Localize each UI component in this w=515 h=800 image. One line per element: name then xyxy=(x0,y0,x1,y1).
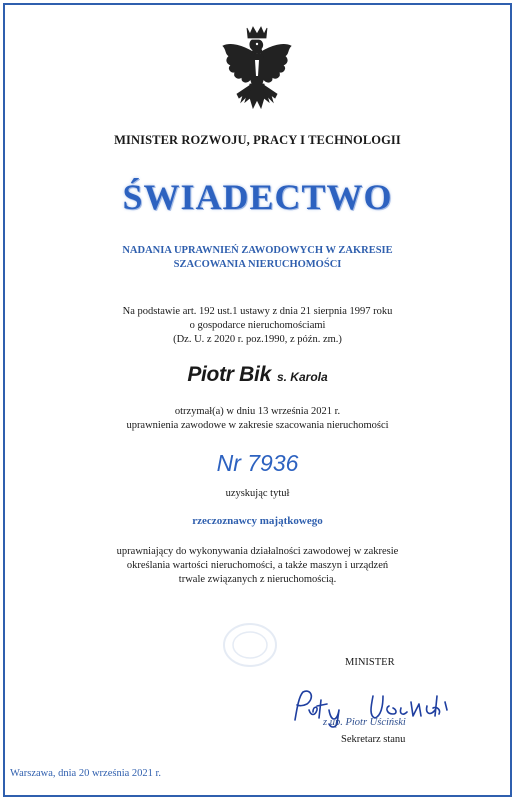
holder-line xyxy=(0,363,515,387)
certificate-subtitle xyxy=(0,244,515,272)
legal-basis-line: (Dz. U. z 2020 r. poz.1990, z późn. zm.) xyxy=(173,334,342,345)
received-line: uprawnienia zawodowe w zakresie szacowania nieruchomości xyxy=(126,420,389,431)
holder-parent: s. Karola xyxy=(276,370,328,384)
subtitle-line: SZACOWANIA NIERUCHOMOŚCI xyxy=(173,259,342,270)
received-line: otrzymał(a) w dniu 13 września 2021 r. xyxy=(174,406,341,417)
entitlement-line: uprawniający do wykonywania działalności zawodowej w zakresie xyxy=(116,546,399,557)
subtitle-line: NADANIA UPRAWNIEŃ ZAWODOWYCH W ZAKRESIE xyxy=(122,245,393,256)
entitlement-line: trwale związanych z nieruchomością. xyxy=(178,574,337,585)
obtaining-label: uzyskując tytuł xyxy=(225,488,290,499)
legal-basis-line: Na podstawie art. 192 ust.1 ustawy z dnia 21 sierpnia 1997 roku xyxy=(122,306,393,317)
ministry-heading: MINISTER ROZWOJU, PRACY I TECHNOLOGII xyxy=(114,133,401,147)
legal-basis-line: o gospodarce nieruchomościami xyxy=(189,320,326,331)
entitlement-statement xyxy=(0,545,515,587)
certificate-border xyxy=(3,3,512,797)
polish-eagle-emblem-icon xyxy=(219,24,295,120)
signatory-role: Sekretarz stanu xyxy=(341,734,406,745)
certificate-title: ŚWIADECTWO xyxy=(122,177,393,217)
certificate-number: Nr 7936 xyxy=(216,450,299,476)
signatory-by-order: z up. Piotr Uściński xyxy=(323,717,406,728)
watermark-seal-icon xyxy=(220,620,280,670)
minister-label: MINISTER xyxy=(345,657,395,668)
place-and-date: Warszawa, dnia 20 września 2021 r. xyxy=(10,768,162,779)
entitlement-line: określania wartości nieruchomości, a także maszyn i urządzeń xyxy=(126,560,389,571)
legal-basis xyxy=(0,305,515,347)
professional-title: rzeczoznawcy majątkowego xyxy=(192,515,323,527)
holder-name: Piotr Bik xyxy=(187,363,271,386)
received-statement xyxy=(0,405,515,433)
